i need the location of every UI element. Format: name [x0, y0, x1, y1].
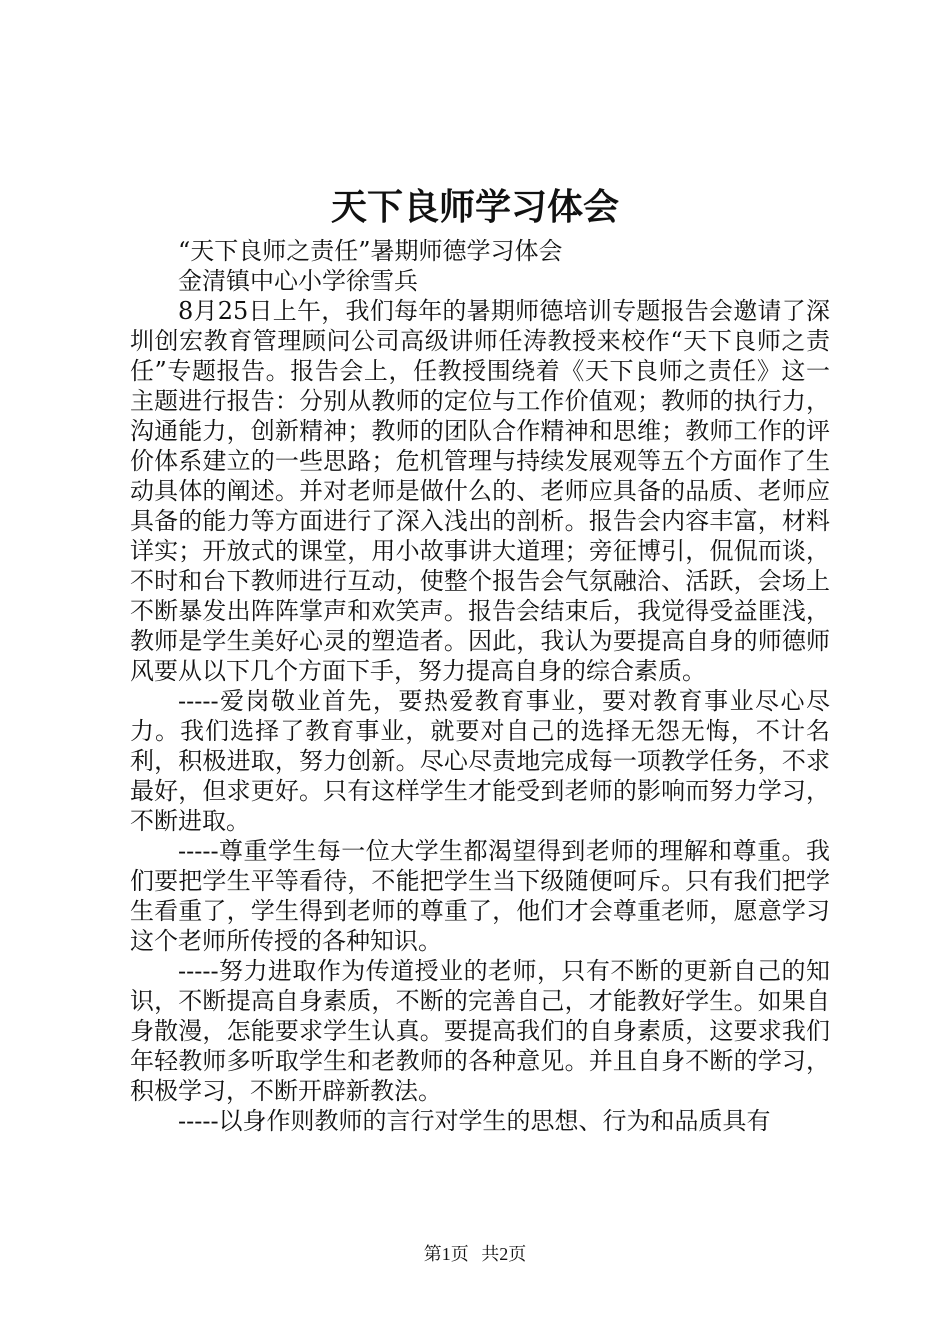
paragraph: -----尊重学生每一位大学生都渴望得到老师的理解和尊重。我们要把学生平等看待，不能把学生当下级随便呵斥。只有我们把学生看重了，学生得到老师的尊重了，他们才会尊重老师，愿意学习这个老师所传授的各种知识。: [130, 837, 830, 955]
paragraph: 8月25日上午，我们每年的暑期师德培训专题报告会邀请了深圳创宏教育管理顾问公司高级讲师任涛教授来校作“天下良师之责任”专题报告。报告会上，任教授围绕着《天下良师之责任》这一主题进行报告：分别从教师的定位与工作价值观；教师的执行力，沟通能力，创新精神；教师的团队合作精神和思维；教师工作的评价体系建立的一些思路；危机管理与持续发展观等五个方面作了生动具体的阐述。并对老师是做什么的、老师应具备的品质、老师应具备的能力等方面进行了深入浅出的剖析。报告会内容丰富，材料详实；开放式的课堂，用小故事讲大道理；旁征博引，侃侃而谈，不时和台下教师进行互动，使整个报告会气氛融洽、活跃，会场上不断暴发出阵阵掌声和欢笑声。报告会结束后，我觉得受益匪浅，教师是学生美好心灵的塑造者。因此，我认为要提高自身的师德师风要从以下几个方面下手，努力提高自身的综合素质。: [130, 297, 830, 685]
page-number-current: 第1页: [423, 1244, 469, 1264]
document-body: [130, 236, 830, 1136]
subtitle-line: “天下良师之责任”暑期师德学习体会: [178, 237, 563, 265]
document-title: 天下良师学习体会: [330, 187, 619, 228]
paragraph: -----爱岗敬业首先，要热爱教育事业，要对教育事业尽心尽力。我们选择了教育事业，就要对自己的选择无怨无悔，不计名利，积极进取，努力创新。尽心尽责地完成每一项教学任务，不求最好，但求更好。只有这样学生才能受到老师的影响而努力学习，不断进取。: [130, 687, 830, 835]
paragraph: -----努力进取作为传道授业的老师，只有不断的更新自己的知识，不断提高自身素质，不断的完善自己，才能教好学生。如果自身散漫，怎能要求学生认真。要提高我们的自身素质，这要求我们年轻教师多听取学生和老教师的各种意见。并且自身不断的学习，积极学习，不断开辟新教法。: [130, 957, 830, 1105]
paragraph: -----以身作则教师的言行对学生的思想、行为和品质具有: [178, 1107, 771, 1135]
author-line: 金清镇中心小学徐雪兵: [178, 267, 418, 295]
page-number-total: 共2页: [481, 1244, 527, 1264]
page-footer: [0, 1242, 950, 1266]
